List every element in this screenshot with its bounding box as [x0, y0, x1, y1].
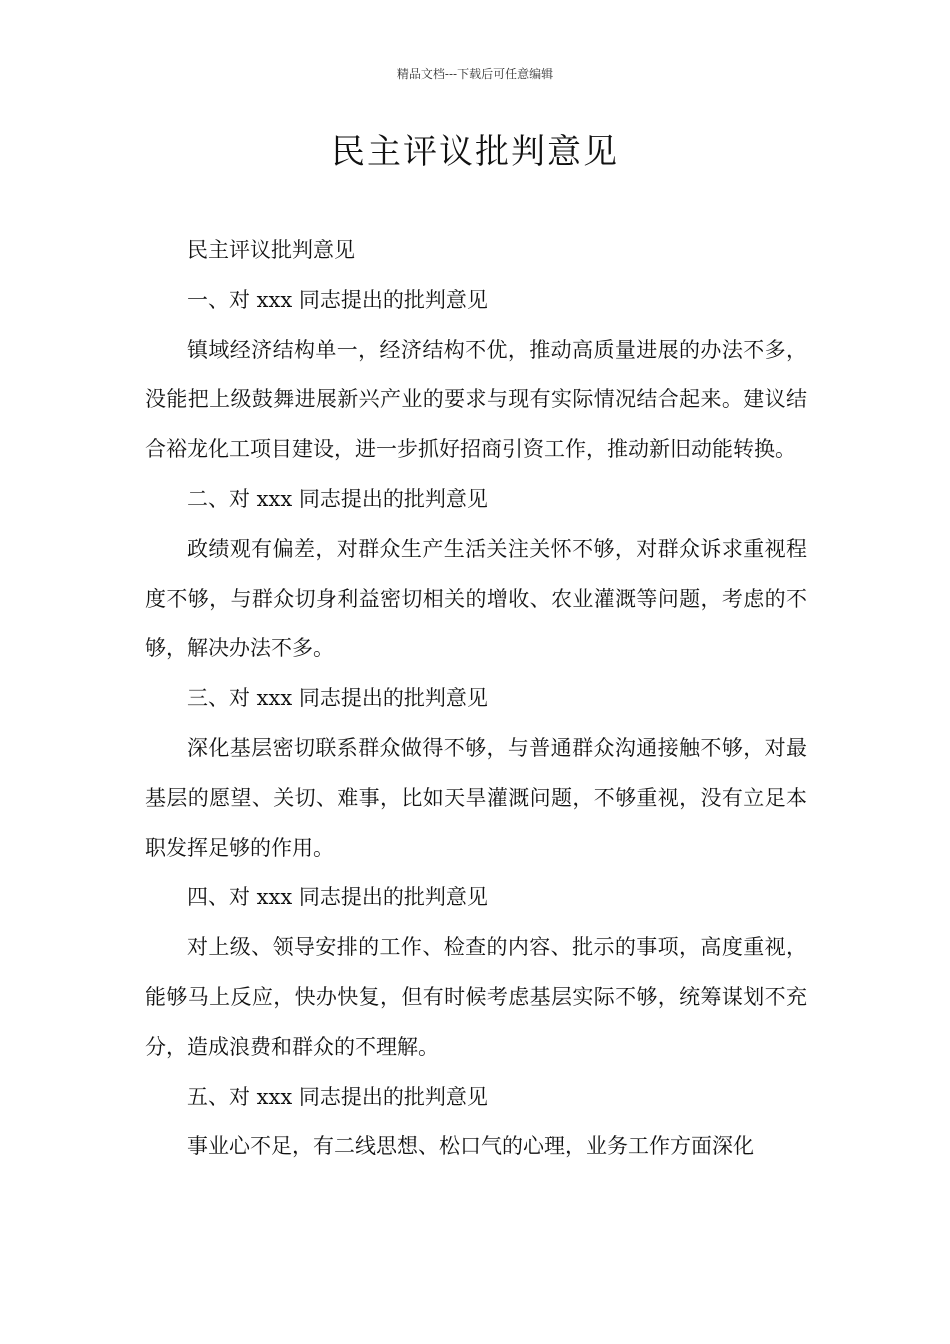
page-header-note: 精品文档---下载后可任意编辑: [396, 67, 554, 81]
section-heading-4: 四、对 xxx 同志提出的批判意见: [187, 885, 488, 910]
body-paragraph-5: 事业心不足，有二线思想、松口气的心理，业务工作方面深化: [187, 1134, 754, 1159]
body-paragraph-2: 政绩观有偏差，对群众生产生活关注关怀不够，对群众诉求重视程度不够，与群众切身利益密切相关的增收、农业灌溉等问题，考虑的不够，解决办法不多。: [145, 536, 807, 661]
section-heading-1: 一、对 xxx 同志提出的批判意见: [187, 287, 488, 312]
body-paragraph-1: 镇域经济结构单一，经济结构不优，推动高质量进展的办法不多，没能把上级鼓舞进展新兴产业的要求与现有实际情况结合起来。建议结合裕龙化工项目建设，进一步抓好招商引资工作，推动新旧动能转换。: [145, 337, 807, 462]
document-title: 民主评议批判意见: [331, 132, 619, 172]
section-heading-2: 二、对 xxx 同志提出的批判意见: [187, 486, 488, 511]
body-paragraph-subtitle: 民主评议批判意见: [187, 238, 355, 262]
section-heading-3: 三、对 xxx 同志提出的批判意见: [187, 686, 488, 711]
body-paragraph-4: 对上级、领导安排的工作、检查的内容、批示的事项，高度重视，能够马上反应，快办快复，但有时候考虑基层实际不够，统筹谋划不充分，造成浪费和群众的不理解。: [145, 935, 807, 1059]
document-body: [145, 226, 807, 1172]
section-heading-5: 五、对 xxx 同志提出的批判意见: [187, 1084, 488, 1109]
body-paragraph-3: 深化基层密切联系群众做得不够，与普通群众沟通接触不够，对最基层的愿望、关切、难事，比如天旱灌溉问题，不够重视，没有立足本职发挥足够的作用。: [145, 735, 807, 860]
